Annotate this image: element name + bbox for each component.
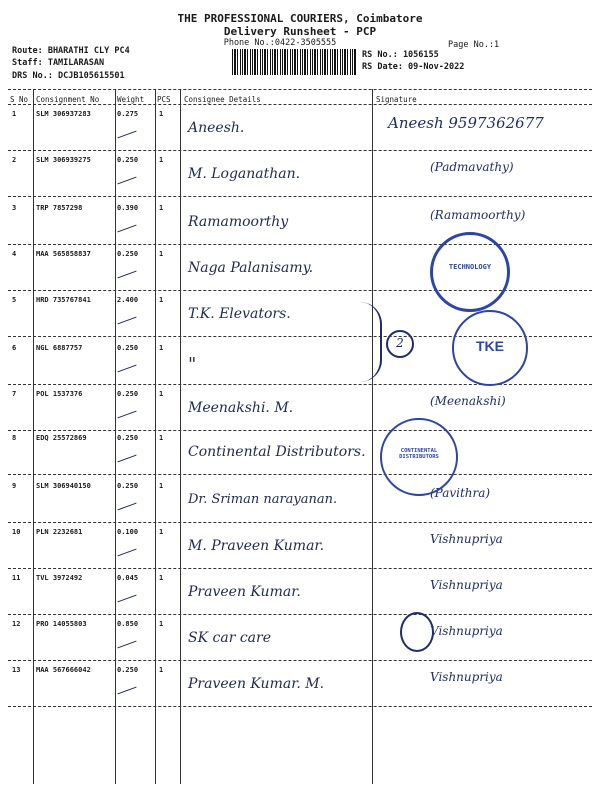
column-header-pcs: PCS <box>157 95 171 104</box>
row-separator <box>8 522 592 523</box>
phone-number: Phone No.:0422-3505555 <box>223 38 337 48</box>
column-divider <box>372 89 373 784</box>
row-signature: Vishnupriya <box>430 670 503 684</box>
row-signature: (Meenakshi) <box>430 394 506 408</box>
row-consignment-no: MAA 565858837 <box>36 250 91 258</box>
row-weight: 0.250 <box>117 666 139 674</box>
row-pcs: 1 <box>159 156 164 164</box>
row-separator <box>8 660 592 661</box>
row-sno: 10 <box>12 528 21 536</box>
row-sno: 8 <box>12 434 17 442</box>
rs-number: RS No.: 1056155 <box>362 50 439 60</box>
row-tick-mark <box>117 225 136 233</box>
row-weight: 0.390 <box>117 204 139 212</box>
row-sno: 3 <box>12 204 17 212</box>
column-divider <box>180 89 181 784</box>
row-consignment-no: HRD 735767841 <box>36 296 91 304</box>
column-header-signature: Signature <box>376 95 417 104</box>
column-header-sno: S No <box>10 95 29 104</box>
column-header-consignee: Consignee Details <box>184 95 261 104</box>
row-consignment-no: TVL 3972492 <box>36 574 83 582</box>
row-signature: Aneesh 9597362677 <box>388 114 544 132</box>
row-tick-mark <box>117 595 136 603</box>
drs-number: DRS No.: DCJB105615501 <box>12 71 125 81</box>
tke-stamp: TKE <box>452 310 528 386</box>
row-pcs: 1 <box>159 666 164 674</box>
company-seal-stamp: TECHNOLOGY <box>430 232 510 312</box>
row-weight: 0.850 <box>117 620 139 628</box>
row-pcs: 1 <box>159 344 164 352</box>
row-separator <box>8 196 592 197</box>
row-consignee: T.K. Elevators. <box>188 306 291 322</box>
row-sno: 5 <box>12 296 17 304</box>
row-tick-mark <box>117 503 136 511</box>
row-separator <box>8 430 592 431</box>
row-consignee: SK car care <box>188 630 271 646</box>
barcode <box>232 49 357 75</box>
row-consignment-no: NGL 6887757 <box>36 344 83 352</box>
row-tick-mark <box>117 131 136 139</box>
route-label: Route: BHARATHI CLY PC4 <box>12 46 130 56</box>
row-signature: (Padmavathy) <box>430 160 514 174</box>
row-consignment-no: PLN 2232681 <box>36 528 83 536</box>
row-sno: 12 <box>12 620 21 628</box>
row-weight: 0.250 <box>117 482 139 490</box>
row-consignee: Dr. Sriman narayanan. <box>188 492 338 507</box>
table-top-rule <box>8 89 592 90</box>
row-tick-mark <box>117 455 136 463</box>
column-divider <box>33 89 34 784</box>
row-tick-mark <box>117 641 136 649</box>
column-header-consignment: Consignment No <box>36 95 100 104</box>
document-subtitle: Delivery Runsheet - PCP <box>223 25 377 38</box>
row-consignee: M. Praveen Kumar. <box>188 538 325 554</box>
row-tick-mark <box>117 549 136 557</box>
row-pcs: 1 <box>159 296 164 304</box>
row-weight: 0.275 <box>117 110 139 118</box>
row-weight: 0.100 <box>117 528 139 536</box>
row-consignee: Aneesh. <box>188 120 245 136</box>
row-sno: 11 <box>12 574 21 582</box>
row-consignment-no: SLM 306937283 <box>36 110 91 118</box>
row-separator <box>8 384 592 385</box>
row-sno: 13 <box>12 666 21 674</box>
row-sno: 9 <box>12 482 17 490</box>
row-separator <box>8 706 592 707</box>
row-consignment-no: POL 1537376 <box>36 390 83 398</box>
row-consignee: Continental Distributors. <box>188 444 366 460</box>
row-pcs: 1 <box>159 434 164 442</box>
row-signature: (Ramamoorthy) <box>430 208 526 222</box>
row-pcs: 1 <box>159 390 164 398</box>
row-tick-mark <box>117 317 136 325</box>
row-consignee: Meenakshi. M. <box>188 400 294 416</box>
row-weight: 0.250 <box>117 250 139 258</box>
row-pcs: 1 <box>159 482 164 490</box>
row-separator <box>8 244 592 245</box>
row-sno: 2 <box>12 156 17 164</box>
row-tick-mark <box>117 365 136 373</box>
row-separator <box>8 150 592 151</box>
row-weight: 0.250 <box>117 344 139 352</box>
circled-signature-mark <box>400 612 434 652</box>
row-sno: 7 <box>12 390 17 398</box>
row-consignee: Ramamoorthy <box>188 214 289 230</box>
row-pcs: 1 <box>159 250 164 258</box>
row-weight: 0.250 <box>117 434 139 442</box>
row-consignee: M. Loganathan. <box>188 166 301 182</box>
row-consignee: Praveen Kumar. <box>188 584 301 600</box>
row-signature: Vishnupriya <box>430 578 503 592</box>
row-weight: 0.045 <box>117 574 139 582</box>
row-weight: 0.250 <box>117 390 139 398</box>
row-consignee: Naga Palanisamy. <box>188 260 314 276</box>
row-sno: 6 <box>12 344 17 352</box>
row-consignment-no: PRO 14055803 <box>36 620 87 628</box>
row-consignee: Praveen Kumar. M. <box>188 676 325 692</box>
row-separator <box>8 474 592 475</box>
row-weight: 2.400 <box>117 296 139 304</box>
bracket-mark <box>360 302 382 382</box>
page-number: Page No.:1 <box>448 40 500 50</box>
row-tick-mark <box>117 411 136 419</box>
row-signature: Vishnupriya <box>430 532 503 546</box>
column-divider <box>115 89 116 784</box>
continental-stamp: CONTINENTAL DISTRIBUTORS <box>380 418 458 496</box>
row-weight: 0.250 <box>117 156 139 164</box>
rs-date: RS Date: 09-Nov-2022 <box>362 62 465 72</box>
row-consignment-no: EDQ 25572869 <box>36 434 87 442</box>
row-separator <box>8 568 592 569</box>
row-consignment-no: MAA 567666042 <box>36 666 91 674</box>
row-tick-mark <box>117 271 136 279</box>
row-pcs: 1 <box>159 528 164 536</box>
row-signature: Vishnupriya <box>430 624 503 638</box>
row-consignment-no: TRP 7857298 <box>36 204 83 212</box>
row-tick-mark <box>117 177 136 185</box>
row-consignment-no: SLM 306940150 <box>36 482 91 490</box>
row-signature: (Pavithra) <box>430 486 491 500</box>
staff-label: Staff: TAMILARASAN <box>12 58 105 68</box>
row-sno: 4 <box>12 250 17 258</box>
column-header-weight: Weight <box>117 95 145 104</box>
circled-number: 2 <box>386 330 414 358</box>
table-header-rule <box>8 104 592 105</box>
row-separator <box>8 614 592 615</box>
row-sno: 1 <box>12 110 17 118</box>
row-tick-mark <box>117 687 136 695</box>
column-divider <box>155 89 156 784</box>
document-title: THE PROFESSIONAL COURIERS, Coimbatore <box>177 12 423 25</box>
row-consignment-no: SLM 306939275 <box>36 156 91 164</box>
row-pcs: 1 <box>159 620 164 628</box>
row-pcs: 1 <box>159 574 164 582</box>
row-consignee: " <box>188 354 197 375</box>
row-pcs: 1 <box>159 110 164 118</box>
row-pcs: 1 <box>159 204 164 212</box>
